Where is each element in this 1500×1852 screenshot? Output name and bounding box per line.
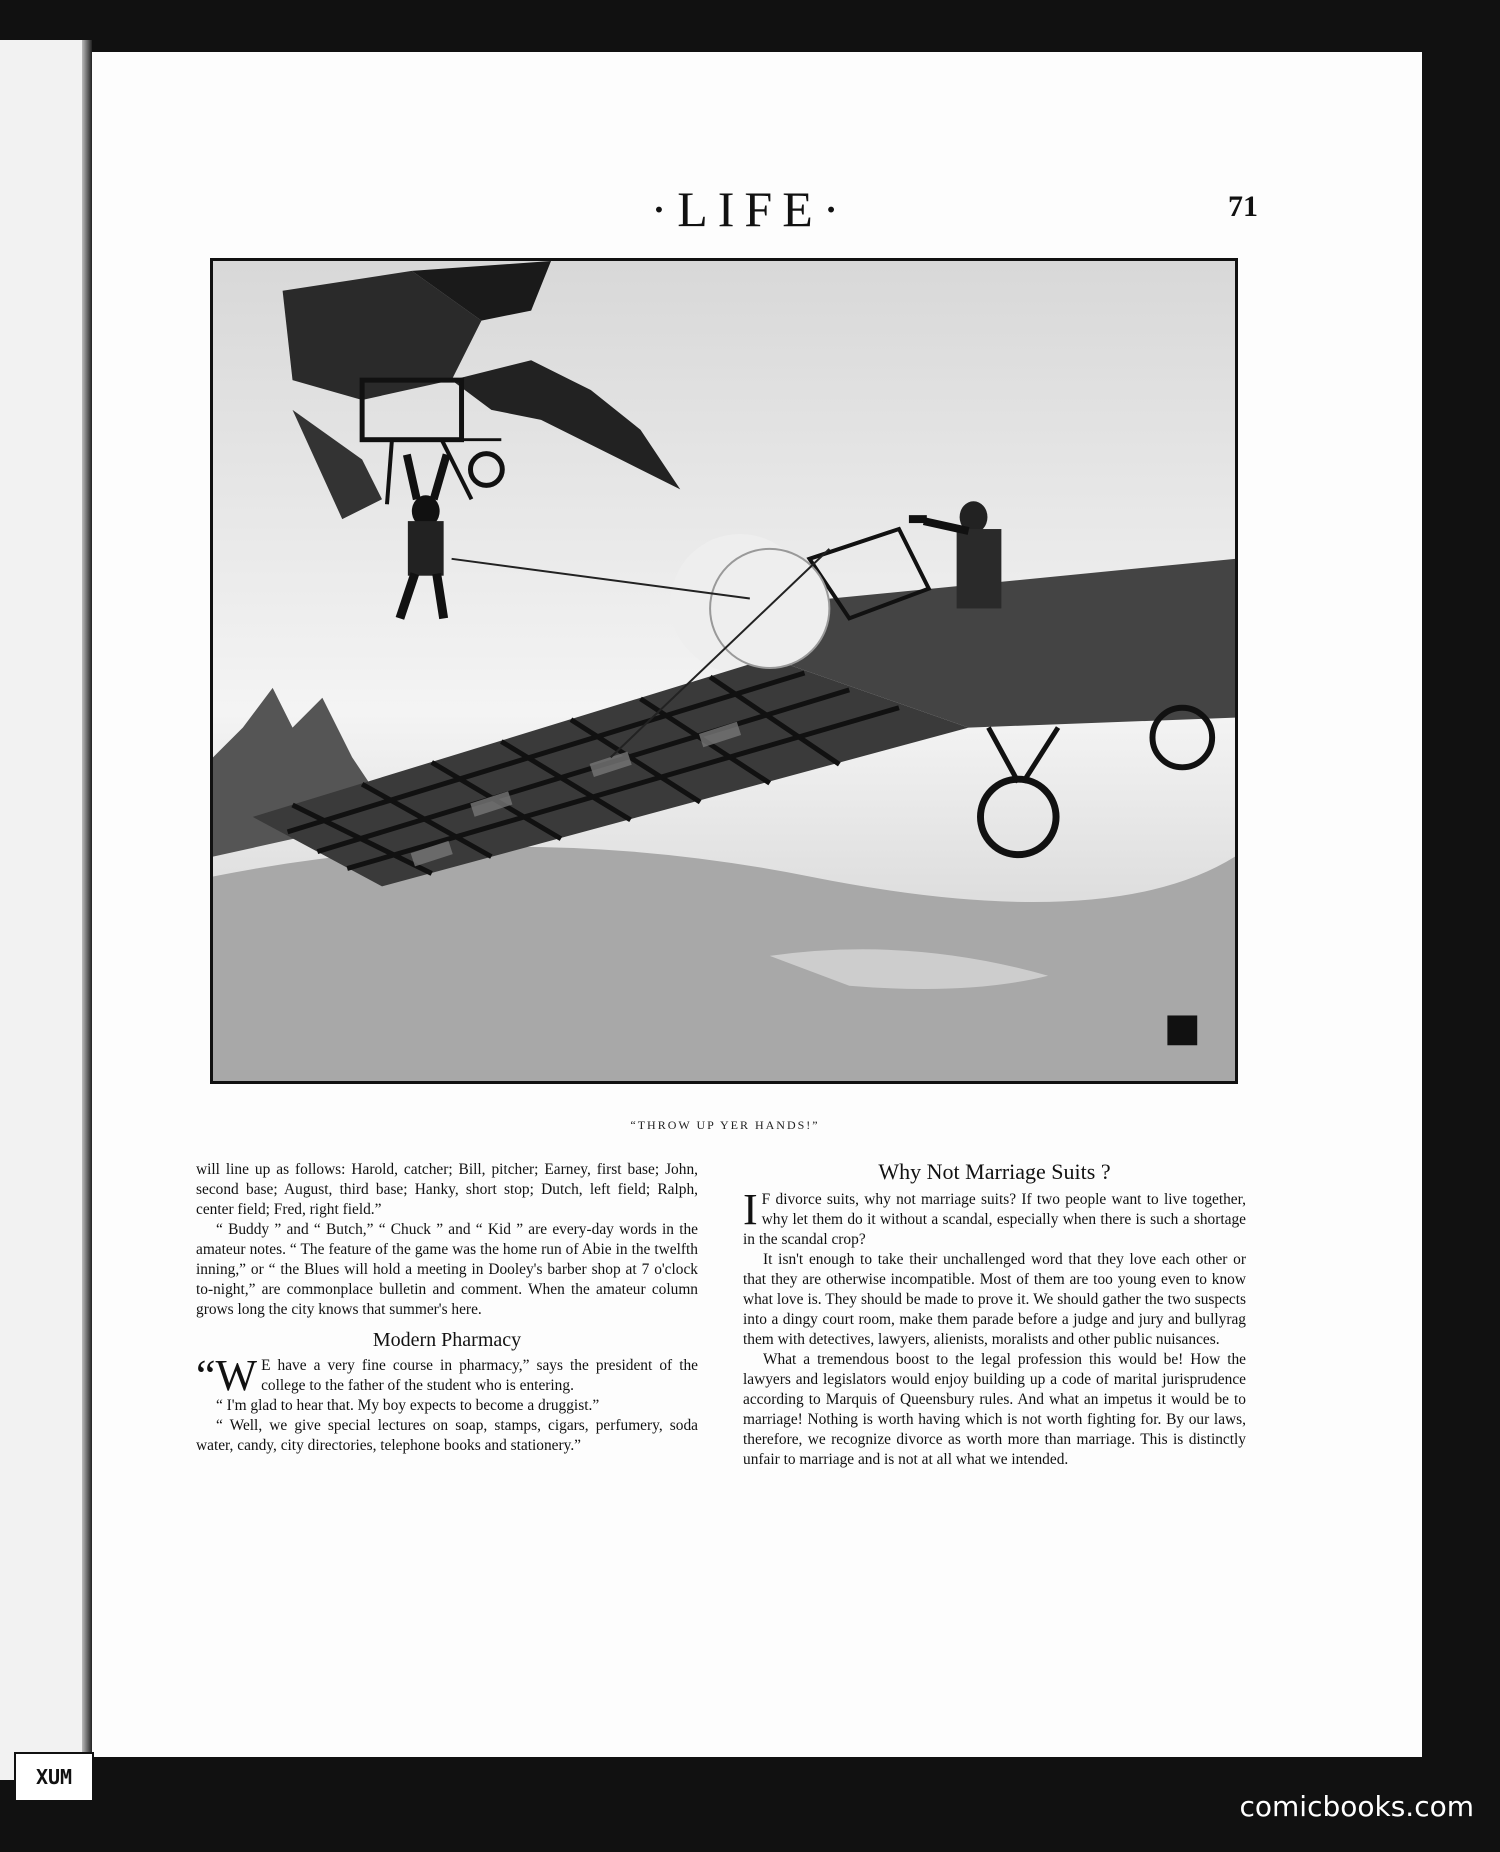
paragraph-text: E have a very fine course in pharmacy,” says the president of the college to the father of the student who is entering. [261, 1357, 698, 1394]
illustration-airplane-holdup [210, 258, 1238, 1084]
paragraph: What a tremendous boost to the legal profession this would be! How the lawyers and legislators would enjoy building up a code of marital jurisprudence according to Marquis of Queensbury rules. And what an impetus it would be to marriage! Nothing is worth having which is not worth fighting for. By our laws, therefore, we recognize divorce as worth more than marriage. This is distinctly unfair to marriage and is not at all what we intended. [743, 1351, 1246, 1468]
paragraph: It isn't enough to take their unchallenged word that they love each other or that they are otherwise incompatible. Most of them are too young even to know what love is. They should be made to prove it. We should gather the two suspects into a dingy court room, make them parade before a judge and jury and bullyrag them with detectives, lawyers, alienists, moralists and other public nuisances. [743, 1251, 1246, 1348]
left-column [196, 1160, 698, 1456]
heading-why-not-marriage-suits: Why Not Marriage Suits ? [878, 1159, 1111, 1184]
drop-cap: I [743, 1185, 758, 1234]
masthead-title: ·LIFE· [650, 181, 850, 237]
paragraph: “ Well, we give special lectures on soap, stamps, cigars, perfumery, soda water, candy, city directories, telephone books and stationery.” [196, 1417, 698, 1454]
paragraph: “ Buddy ” and “ Butch,” “ Chuck ” and “ Kid ” are every-day words in the amateur notes. “ The feature of the game was the home run of Abie in the twelfth inning,” or “ the Blues will hold a meeting in Dooley's barber shop at 7 o'clock to-night,” are commonplace bulletin and comment. When the amateur column grows long the city knows that summer's here. [196, 1221, 698, 1318]
paragraph [196, 1351, 698, 1400]
artist-monogram [1167, 1015, 1197, 1045]
illustration-caption: “THROW UP YER HANDS!” [630, 1118, 820, 1132]
right-column [743, 1159, 1246, 1470]
drop-cap: “W [196, 1351, 258, 1400]
left-page-edge [0, 40, 92, 1780]
scan-tag: XUM [14, 1752, 94, 1802]
airplane-drawing [213, 261, 1235, 1081]
watermark: comicbooks.com [1239, 1790, 1474, 1823]
paragraph: will line up as follows: Harold, catcher; Bill, pitcher; Earney, first base; John, second base; August, third base; Hanky, short stop; Dutch, left field; Ralph, center field; Fred, right field.” [196, 1161, 698, 1218]
heading-modern-pharmacy: Modern Pharmacy [372, 1329, 522, 1351]
page-number: 71 [1228, 190, 1258, 223]
paragraph: “ I'm glad to hear that. My boy expects to become a druggist.” [216, 1397, 600, 1414]
paragraph [743, 1185, 1246, 1250]
paragraph-text: F divorce suits, why not marriage suits? If two people want to live together, why let them do it without a scandal, especially when there is such a shortage in the scandal crop? [743, 1191, 1246, 1248]
